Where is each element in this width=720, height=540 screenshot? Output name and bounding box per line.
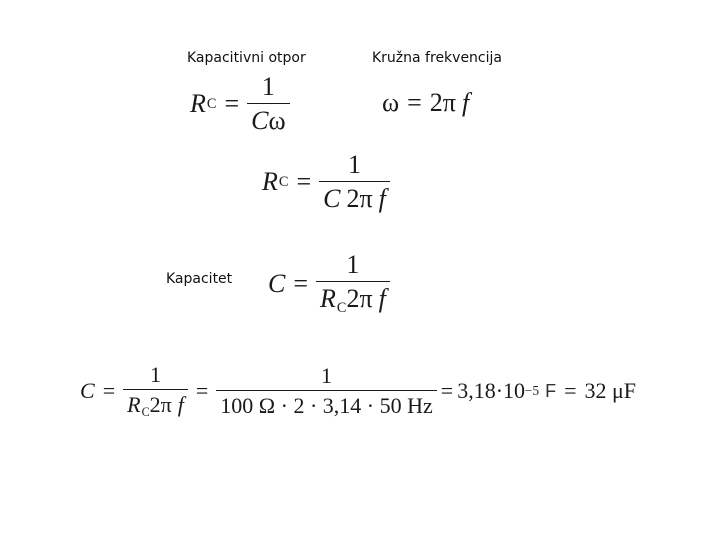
numerator: 1	[261, 72, 275, 101]
symbol-r: R	[190, 89, 206, 118]
formula-calculation	[80, 362, 636, 420]
fraction	[247, 72, 289, 136]
equals-sign: =	[407, 88, 422, 117]
fraction-symbolic: $\frac{1}{R_C2\pi f}$	[123, 362, 188, 420]
label-capacitive-reactance: Kapacitivni otpor	[187, 50, 306, 66]
formula-angular-frequency	[382, 88, 469, 118]
equals-sign: =	[224, 89, 240, 118]
label-angular-frequency: Kružna frekvencija	[372, 50, 502, 66]
symbol-c: C	[80, 378, 95, 404]
equals-sign: =	[102, 378, 116, 404]
formula-reactance	[190, 72, 290, 136]
label-capacitance: Kapacitet	[166, 271, 233, 287]
formula-reactance-expanded	[262, 150, 390, 214]
numerator: 1	[346, 250, 360, 279]
denominator: Cω	[247, 103, 289, 136]
denominator: $R_C2\pi$ f	[316, 281, 390, 317]
final-result: 32 μF	[584, 378, 637, 404]
two-pi: 2π	[429, 88, 456, 117]
result-mantissa: 3,18·10	[457, 378, 526, 404]
subscript-c: C	[278, 173, 289, 190]
equals-sign: =	[440, 378, 454, 404]
equals-sign: =	[296, 167, 312, 196]
omega-symbol: ω	[382, 88, 400, 117]
equals-sign: =	[293, 268, 309, 298]
result-exponent: −5	[525, 383, 540, 399]
numerator: 1	[347, 150, 361, 179]
fraction	[319, 150, 390, 214]
formula-capacitance	[268, 250, 390, 317]
symbol-f: f	[461, 88, 470, 117]
denominator: C 2π f	[319, 181, 390, 214]
equals-sign: =	[564, 378, 577, 404]
fraction-numeric: $\frac{1}{100 \Omega \cdot 2 \cdot 3,14 \cdot 50 Hz}$	[216, 363, 436, 419]
symbol-c: C	[268, 268, 286, 298]
fraction	[316, 250, 390, 317]
equals-sign: =	[195, 378, 209, 404]
subscript-c: C	[206, 95, 217, 112]
symbol-r: R	[262, 167, 278, 196]
numeric-denominator: 100 Ω · 2 · 3,14 · 50 Hz	[216, 390, 436, 419]
result-unit: F	[545, 380, 557, 401]
